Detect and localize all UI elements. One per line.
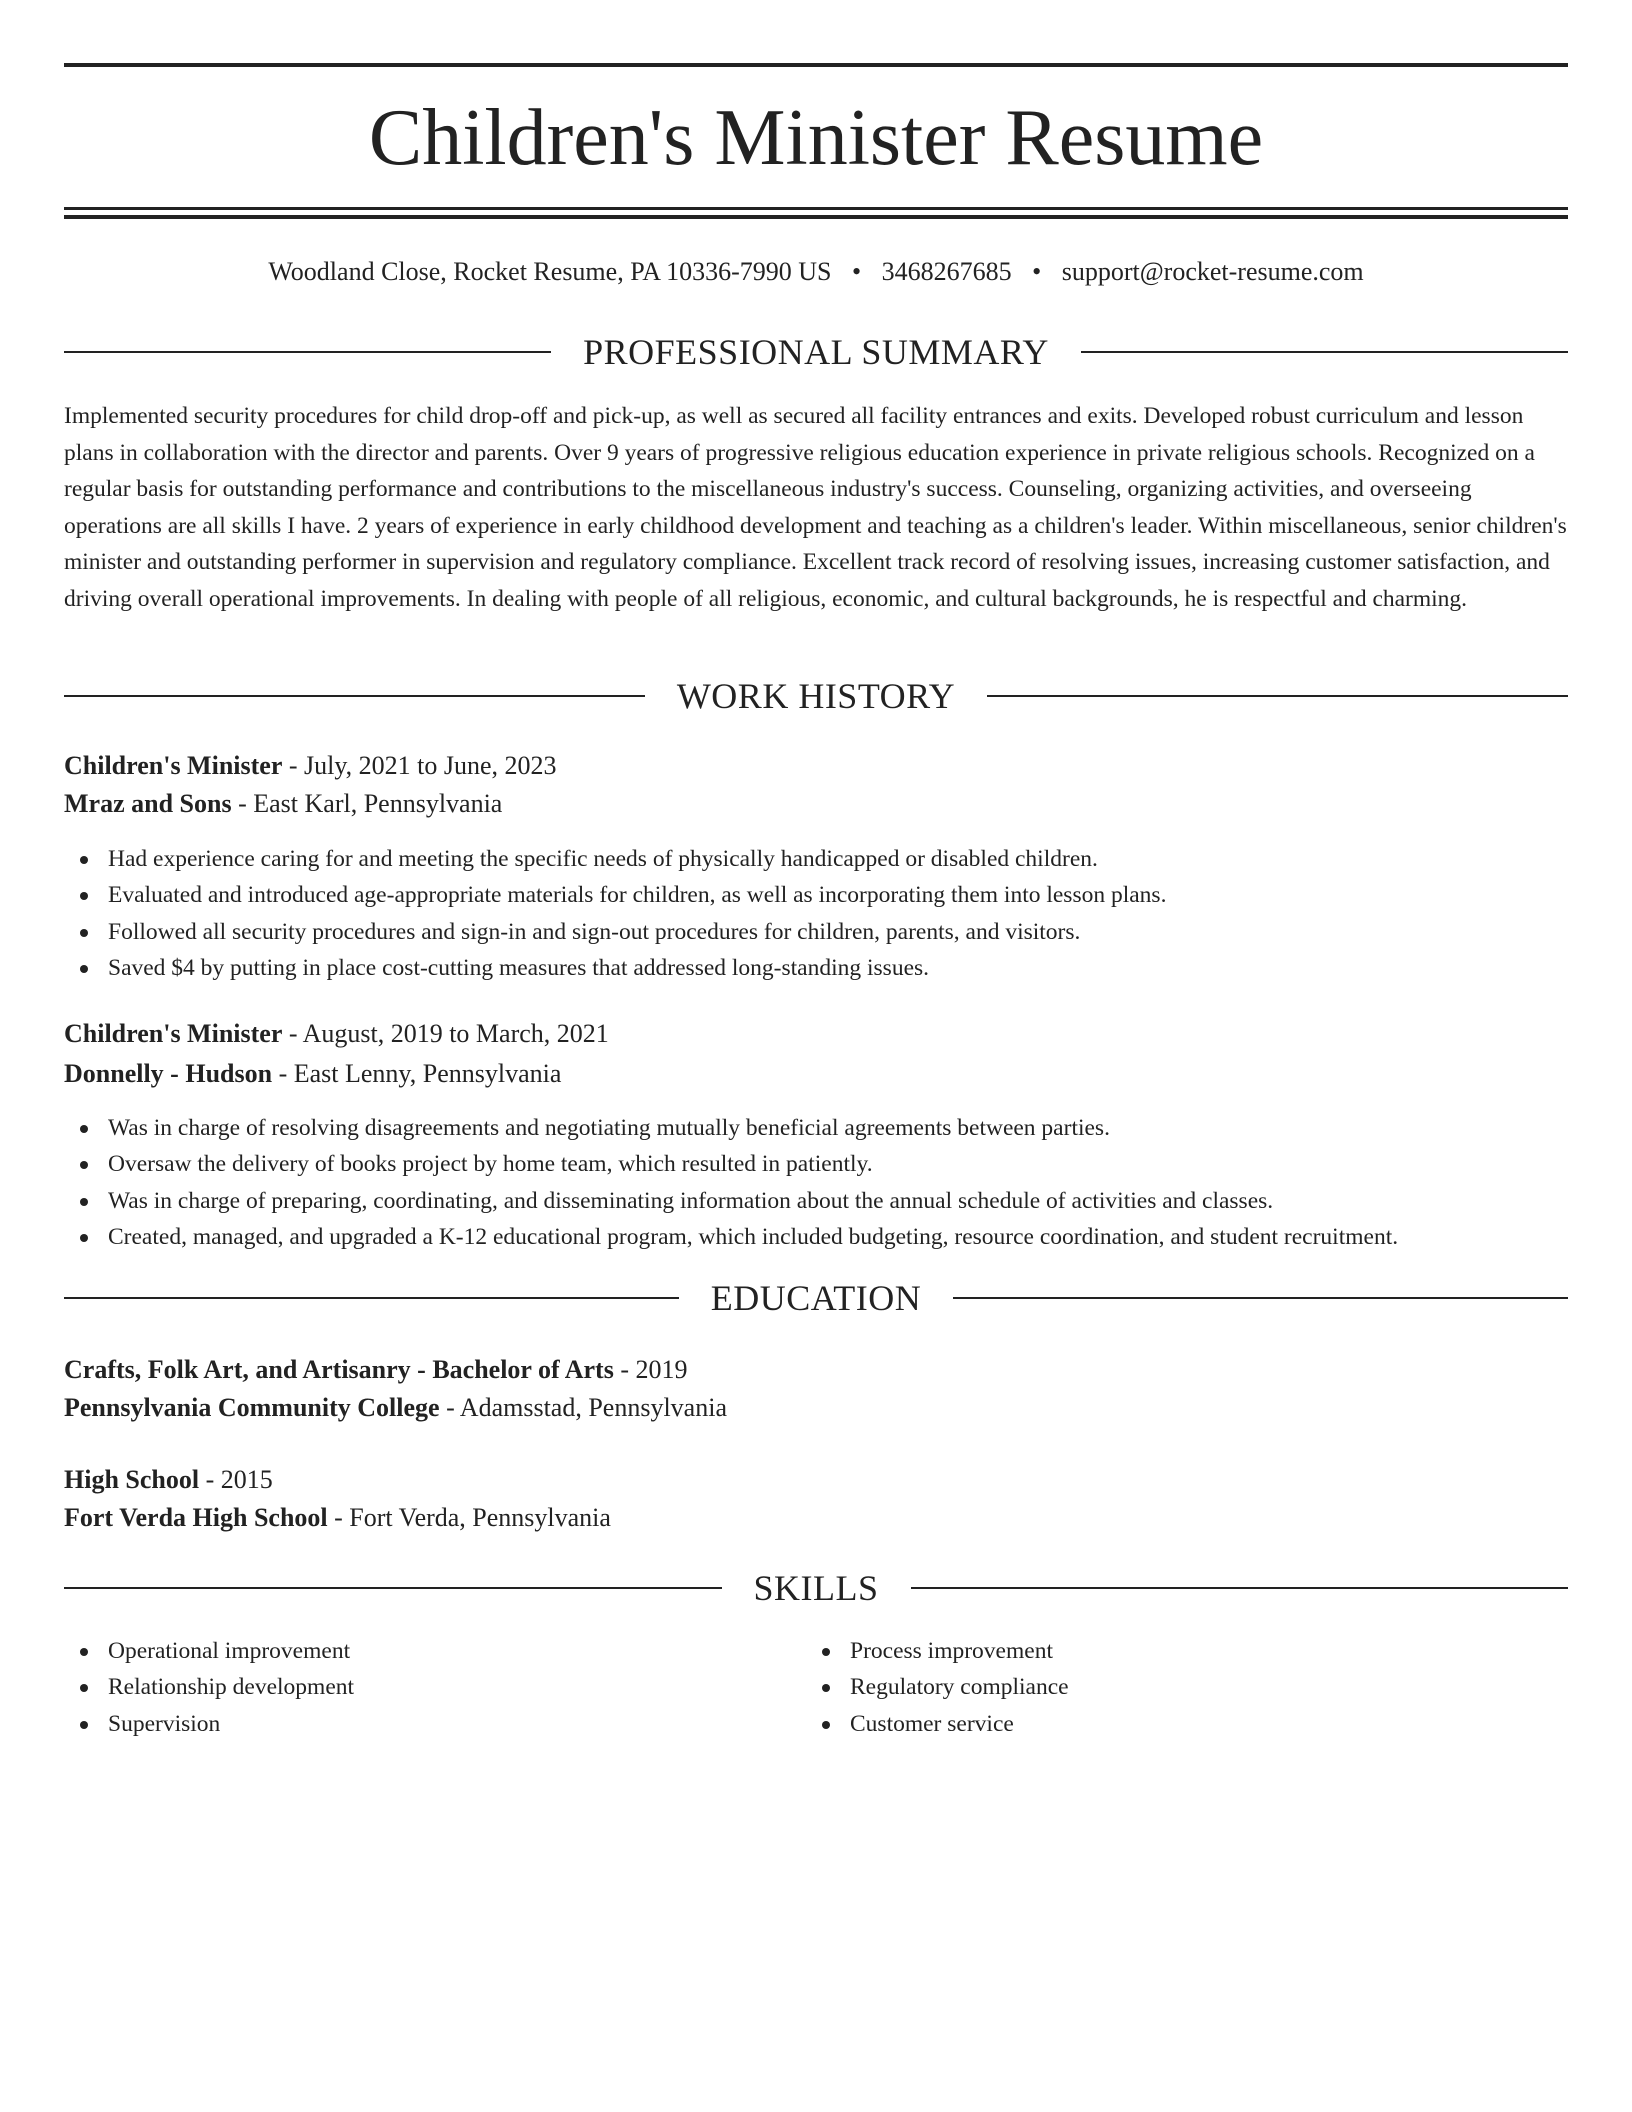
heading-rule-left: [64, 1587, 722, 1589]
contact-phone[interactable]: 3468267685: [881, 257, 1012, 286]
education-school-line: [64, 1500, 1568, 1536]
education-year: - 2015: [199, 1465, 273, 1494]
skill-text: Process improvement: [850, 1638, 1053, 1664]
list-item: [64, 1110, 1568, 1146]
education-school: Pennsylvania Community College: [64, 1393, 440, 1422]
job-title: Children's Minister: [64, 1019, 283, 1048]
bullet-icon: [80, 1684, 88, 1692]
education-location: - Fort Verda, Pennsylvania: [327, 1503, 611, 1532]
section-title: WORK HISTORY: [676, 676, 956, 716]
list-item: [64, 1183, 1568, 1219]
bullet-icon: [80, 1161, 88, 1169]
heading-rule-left: [64, 351, 551, 353]
bullet-icon: [822, 1684, 830, 1692]
job-bullet-list: [64, 1110, 1568, 1255]
job-dates: - August, 2019 to March, 2021: [282, 1019, 609, 1048]
education-degree: Crafts, Folk Art, and Artisanry - Bachelor of Arts: [64, 1355, 614, 1384]
list-item-text: Created, managed, and upgraded a K-12 educational program, which included budgeting, resource coordination, and student recruitment.: [108, 1223, 1399, 1250]
bullet-icon: [80, 1721, 88, 1729]
list-item: [64, 877, 1568, 913]
job-company-line: [64, 1056, 1568, 1092]
list-item: [64, 1706, 764, 1742]
section-title: EDUCATION: [710, 1278, 922, 1318]
list-item-text: Followed all security procedures and sign-in and sign-out procedures for children, parents, and visitors.: [108, 918, 1081, 945]
contact-separator: •: [1032, 257, 1042, 286]
section-heading-work: [64, 674, 1568, 718]
skill-text: Customer service: [850, 1710, 1014, 1737]
bullet-icon: [80, 892, 88, 900]
contact-line: [64, 254, 1568, 290]
job-title: Children's Minister: [64, 751, 283, 780]
job-dates: - July, 2021 to June, 2023: [282, 751, 557, 780]
bullet-icon: [80, 1648, 88, 1656]
bullet-icon: [822, 1721, 830, 1729]
list-item: [806, 1633, 1506, 1669]
heading-rule-right: [1081, 351, 1568, 353]
job-company: Mraz and Sons: [64, 789, 232, 818]
education-degree-line: [64, 1462, 1568, 1498]
education-degree-line: [64, 1352, 1568, 1388]
bullet-icon: [80, 856, 88, 864]
skill-text: Regulatory compliance: [850, 1674, 1069, 1701]
skills-list-left: [64, 1633, 764, 1742]
list-item: [64, 950, 1568, 986]
section-title: SKILLS: [753, 1568, 879, 1608]
resume-title: Children's Minister Resume: [368, 94, 1264, 182]
skill-text: Operational improvement: [108, 1638, 351, 1664]
job-title-line: [64, 748, 1568, 784]
contact-email[interactable]: support@rocket-resume.com: [1061, 257, 1364, 286]
job-location: - East Karl, Pennsylvania: [231, 789, 503, 818]
bullet-icon: [822, 1648, 830, 1656]
bullet-icon: [80, 1234, 88, 1242]
summary-paragraph: Implemented security procedures for child drop-off and pick-up, as well as secured all facility entrances and exits. Developed robust curriculum and lesson plans in collaboration with the director and parents. Over 9 years of progressive religious education experience in private religious schools. Recognized on a regular basis for outstanding performance and contributions to the miscellaneous industry's success. Counseling, organizing activities, and overseeing operations are all skills I have. 2 years of experience in early childhood development and teaching as a children's leader. Within miscellaneous, senior children's minister and outstanding performer in supervision and regulatory compliance. Excellent track record of resolving issues, increasing customer satisfaction, and driving overall operational improvements. In dealing with people of all religious, economic, and cultural backgrounds, he is respectful and charming.: [64, 403, 1567, 612]
section-heading-skills: [64, 1566, 1568, 1610]
list-item: [64, 1219, 1568, 1255]
education-location: - Adamsstad, Pennsylvania: [439, 1393, 727, 1422]
heading-rule-right: [953, 1297, 1568, 1299]
bullet-icon: [80, 1198, 88, 1206]
list-item: [64, 841, 1568, 877]
heading-rule-right: [987, 695, 1568, 697]
header-double-rule-lower: [64, 215, 1568, 219]
bullet-icon: [80, 965, 88, 973]
job-title-line: [64, 1016, 1568, 1052]
list-item-text: Evaluated and introduced age-appropriate materials for children, as well as incorporating them into lesson plans.: [108, 882, 1167, 909]
section-heading-summary: [64, 330, 1568, 374]
education-school: Fort Verda High School: [64, 1503, 328, 1532]
list-item: [64, 1633, 764, 1669]
list-item-text: Had experience caring for and meeting the specific needs of physically handicapped or disabled children.: [108, 846, 1098, 872]
list-item-text: Was in charge of resolving disagreements and negotiating mutually beneficial agreements between parties.: [108, 1115, 1110, 1141]
contact-separator: •: [852, 257, 862, 286]
section-heading-education: [64, 1276, 1568, 1320]
header-double-rule-upper: [64, 207, 1568, 210]
education-year: - 2019: [613, 1355, 688, 1384]
header-top-rule: [64, 63, 1568, 67]
list-item-text: Oversaw the delivery of books project by home team, which resulted in patiently.: [108, 1151, 873, 1178]
education-school-line: [64, 1390, 1568, 1426]
education-degree: High School: [64, 1465, 200, 1494]
contact-address: Woodland Close, Rocket Resume, PA 10336-7990 US: [268, 257, 832, 286]
skill-text: Supervision: [108, 1710, 221, 1737]
list-item: [806, 1669, 1506, 1705]
bullet-icon: [80, 929, 88, 937]
list-item: [806, 1706, 1506, 1742]
skills-list-right: [806, 1633, 1506, 1742]
list-item: [64, 1669, 764, 1705]
section-title: PROFESSIONAL SUMMARY: [583, 332, 1049, 372]
list-item: [64, 1146, 1568, 1182]
list-item-text: Saved $4 by putting in place cost-cutting measures that addressed long-standing issues.: [108, 954, 930, 981]
list-item: [64, 914, 1568, 950]
job-bullet-list: [64, 841, 1568, 986]
heading-rule-left: [64, 1297, 679, 1299]
job-company-line: [64, 786, 1568, 822]
job-company: Donnelly - Hudson: [64, 1059, 273, 1088]
bullet-icon: [80, 1125, 88, 1133]
list-item-text: Was in charge of preparing, coordinating, and disseminating information about the annual schedule of activities and classes.: [108, 1187, 1274, 1214]
heading-rule-left: [64, 695, 645, 697]
job-location: - East Lenny, Pennsylvania: [272, 1059, 562, 1088]
heading-rule-right: [911, 1587, 1569, 1589]
skill-text: Relationship development: [108, 1674, 355, 1701]
